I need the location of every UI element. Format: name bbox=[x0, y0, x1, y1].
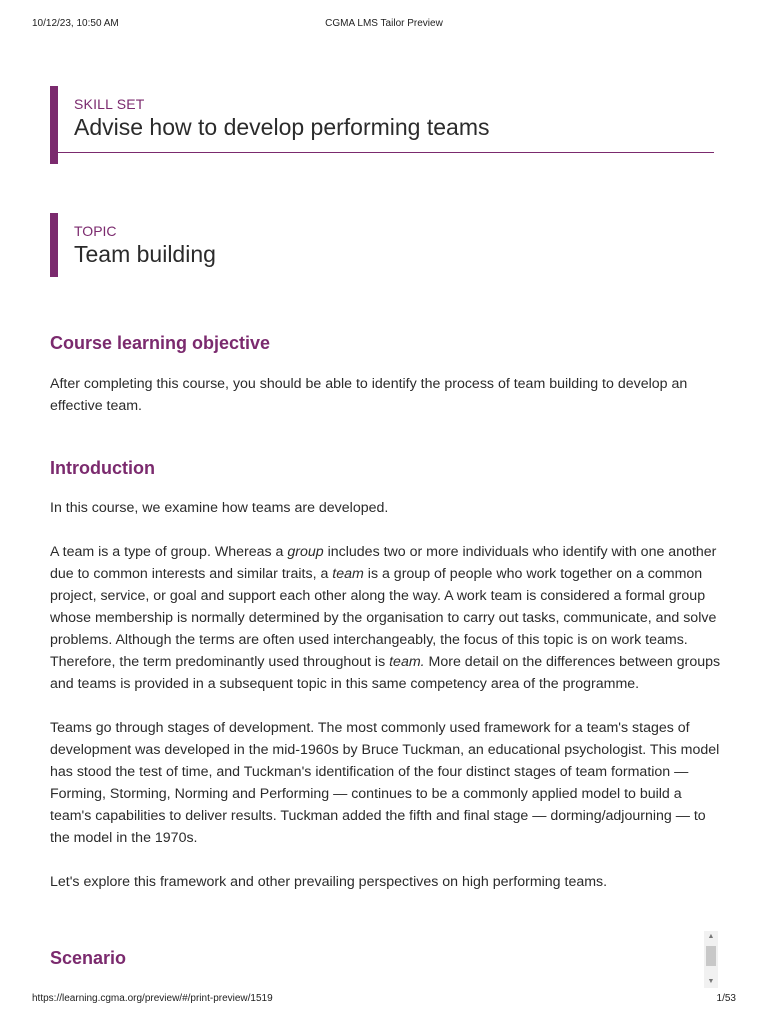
objective-text: After completing this course, you should be able to identify the process of team building to develop an effective team. bbox=[50, 376, 688, 414]
topic-label: TOPIC bbox=[74, 223, 117, 239]
print-url: https://learning.cgma.org/preview/#/print-preview/1519 bbox=[32, 993, 273, 1004]
print-footer bbox=[32, 993, 736, 1007]
introduction-heading: Introduction bbox=[50, 458, 155, 478]
intro-paragraph-1: In this course, we examine how teams are developed. bbox=[50, 500, 389, 516]
scroll-down-icon[interactable]: ▼ bbox=[707, 978, 715, 985]
intro-paragraph-4: Let's explore this framework and other prevailing perspectives on high performing teams. bbox=[50, 874, 608, 890]
skill-set-label: SKILL SET bbox=[74, 96, 145, 112]
scroll-thumb[interactable] bbox=[706, 946, 716, 966]
group-term: group bbox=[287, 544, 324, 560]
scrollbar[interactable] bbox=[704, 931, 718, 988]
intro-paragraph-3: Teams go through stages of development. The most commonly used framework for a team's stages of development was developed in the mid-1960s by Bruce Tuckman, an educational psychologist. This model has stood the test of time, and Tuckman's identification of the four distinct stages of team formation — Forming, Storming, Norming and Performing — continues to be a commonly applied model to build a team's capabilities to deliver results. Tuckman added the fifth and final stage — dorming/adjourning — to the model in the 1970s. bbox=[50, 720, 720, 846]
scroll-up-icon[interactable]: ▲ bbox=[707, 933, 715, 940]
main-content bbox=[50, 330, 722, 971]
team-term: team bbox=[332, 566, 364, 582]
print-title: CGMA LMS Tailor Preview bbox=[325, 18, 443, 29]
print-header bbox=[32, 18, 736, 32]
skill-set-divider bbox=[58, 152, 714, 153]
skill-set-block bbox=[50, 86, 706, 164]
intro-paragraph-2: A team is a type of group. Whereas a group includes two or more individuals who identify with one another due to common interests and similar traits, a team is a group of people who work together on a common project, service, or goal and support each other along the way. A work team is considered a formal group whose membership is normally determined by the organisation to carry out tasks, communicate, and solve problems. Although the terms are often used interchangeably, the focus of this topic is on work teams. Therefore, the term predominantly used throughout is team. More detail on the differences between groups and teams is provided in a subsequent topic in this same competency area of the programme. bbox=[50, 544, 721, 692]
team-term-2: team. bbox=[389, 654, 425, 670]
topic-title: Team building bbox=[74, 241, 216, 267]
skill-set-title: Advise how to develop performing teams bbox=[74, 114, 490, 140]
topic-block bbox=[50, 213, 216, 277]
print-datetime: 10/12/23, 10:50 AM bbox=[32, 18, 119, 29]
scenario-heading: Scenario bbox=[50, 948, 127, 968]
page-number: 1/53 bbox=[716, 993, 736, 1004]
objective-heading: Course learning objective bbox=[50, 333, 271, 353]
